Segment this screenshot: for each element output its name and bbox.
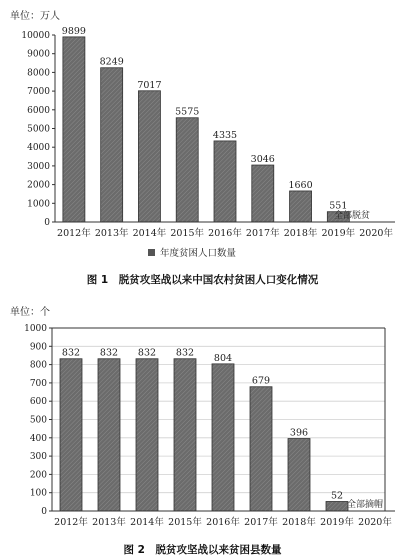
- c2-y-tick-label: 100: [29, 488, 47, 499]
- c2-y-tick-label: 700: [29, 378, 47, 389]
- c1-x-tick-label: 2016年: [208, 228, 242, 239]
- c2-bar: [174, 359, 196, 511]
- c1-x-tick-label: 2015年: [170, 228, 205, 239]
- chart-1-legend-label: 年度贫困人口数量: [160, 248, 237, 259]
- c1-x-tick-label: 2012年: [57, 228, 91, 239]
- c2-x-tick-label: 2018年: [282, 517, 316, 528]
- c2-bar: [250, 387, 272, 511]
- c1-y-tick-label: 3000: [27, 161, 50, 172]
- c1-y-tick-label: 1000: [27, 199, 50, 210]
- c2-x-tick-label: 2019年: [320, 517, 354, 528]
- c1-y-tick-label: 10000: [21, 31, 50, 41]
- c2-bar: [60, 359, 82, 511]
- c2-y-tick-label: 600: [29, 397, 47, 408]
- c2-x-tick-label: 2012年: [54, 517, 88, 528]
- c2-x-tick-label: 2017年: [244, 517, 278, 528]
- c1-x-tick-label: 2017年: [245, 228, 280, 239]
- c1-y-tick-label: 5000: [27, 124, 50, 135]
- c2-data-label: 52: [330, 490, 344, 502]
- c2-data-label: 832: [137, 347, 157, 359]
- c1-bar: [63, 37, 85, 222]
- c1-x-tick-label: 2013年: [94, 228, 129, 239]
- c2-x-tick-label: 2016年: [206, 517, 240, 528]
- c2-data-label: 832: [99, 347, 119, 359]
- c1-bar: [101, 68, 123, 222]
- c1-x-tick-label: 2019年: [321, 228, 356, 239]
- c1-x-tick-label: 2014年: [132, 228, 167, 239]
- c2-data-label: 396: [289, 427, 309, 439]
- c1-bar: [138, 91, 160, 222]
- c1-data-label: 5575: [175, 106, 200, 118]
- chart-2-unit-label: 单位：个: [10, 307, 50, 318]
- c2-y-tick-label: 1000: [24, 324, 47, 334]
- c2-y-tick-label: 500: [29, 415, 47, 426]
- c2-x-tick-label: 2014年: [130, 517, 164, 528]
- c2-bar: [212, 364, 234, 511]
- c2-y-tick-label: 200: [29, 470, 47, 481]
- c1-data-label: 8249: [99, 56, 124, 68]
- c2-y-tick-label: 800: [29, 360, 47, 371]
- c1-y-tick-label: 8000: [27, 68, 50, 79]
- c1-y-tick-label: 9000: [27, 49, 50, 60]
- c2-x-tick-label: 2015年: [168, 517, 202, 528]
- c1-x-tick-label: 2018年: [283, 228, 318, 239]
- c1-y-tick-label: 7000: [27, 87, 50, 98]
- c1-bar: [176, 118, 198, 222]
- c2-bar: [98, 359, 120, 511]
- c1-data-label: 551: [329, 200, 348, 212]
- c2-x-tick-label: 2020年: [358, 517, 392, 528]
- c2-data-label: 832: [61, 347, 81, 359]
- c2-x-tick-label: 2013年: [92, 517, 126, 528]
- chart-2-caption: 图 2 脱贫攻坚战以来贫困县数量: [123, 544, 282, 556]
- c1-bar: [290, 191, 312, 222]
- c1-y-tick-label: 0: [44, 218, 50, 228]
- chart-1-caption: 图 1 脱贫攻坚战以来中国农村贫困人口变化情况: [86, 274, 319, 286]
- c2-y-tick-label: 0: [41, 507, 47, 517]
- c1-data-label: 1660: [288, 179, 313, 191]
- c2-bar: [136, 359, 158, 511]
- chart-1-annotation: 全部脱贫: [333, 211, 371, 221]
- c1-y-tick-label: 6000: [27, 105, 50, 116]
- c1-bar: [214, 141, 236, 222]
- c1-y-tick-label: 2000: [27, 180, 50, 191]
- c2-bar: [288, 439, 310, 511]
- c2-data-label: 804: [213, 352, 233, 364]
- chart-2-annotation: 全部摘帽: [346, 500, 384, 510]
- chart-1-unit-label: 单位：万人: [10, 11, 60, 22]
- c2-data-label: 679: [251, 375, 271, 387]
- chart-2: [0, 300, 405, 555]
- c1-data-label: 4335: [212, 129, 238, 141]
- chart-1-legend-swatch: [148, 249, 155, 256]
- c2-y-tick-label: 900: [29, 342, 47, 353]
- c1-data-label: 9899: [61, 25, 86, 37]
- c1-data-label: 7017: [137, 79, 162, 91]
- c2-y-tick-label: 300: [29, 452, 47, 463]
- c1-bar: [252, 165, 274, 222]
- c2-bar: [326, 501, 348, 511]
- c2-y-tick-label: 400: [29, 433, 47, 444]
- c1-y-tick-label: 4000: [27, 143, 50, 154]
- c1-x-tick-label: 2020年: [359, 228, 393, 239]
- c1-data-label: 3046: [250, 154, 275, 166]
- c2-data-label: 832: [175, 347, 195, 359]
